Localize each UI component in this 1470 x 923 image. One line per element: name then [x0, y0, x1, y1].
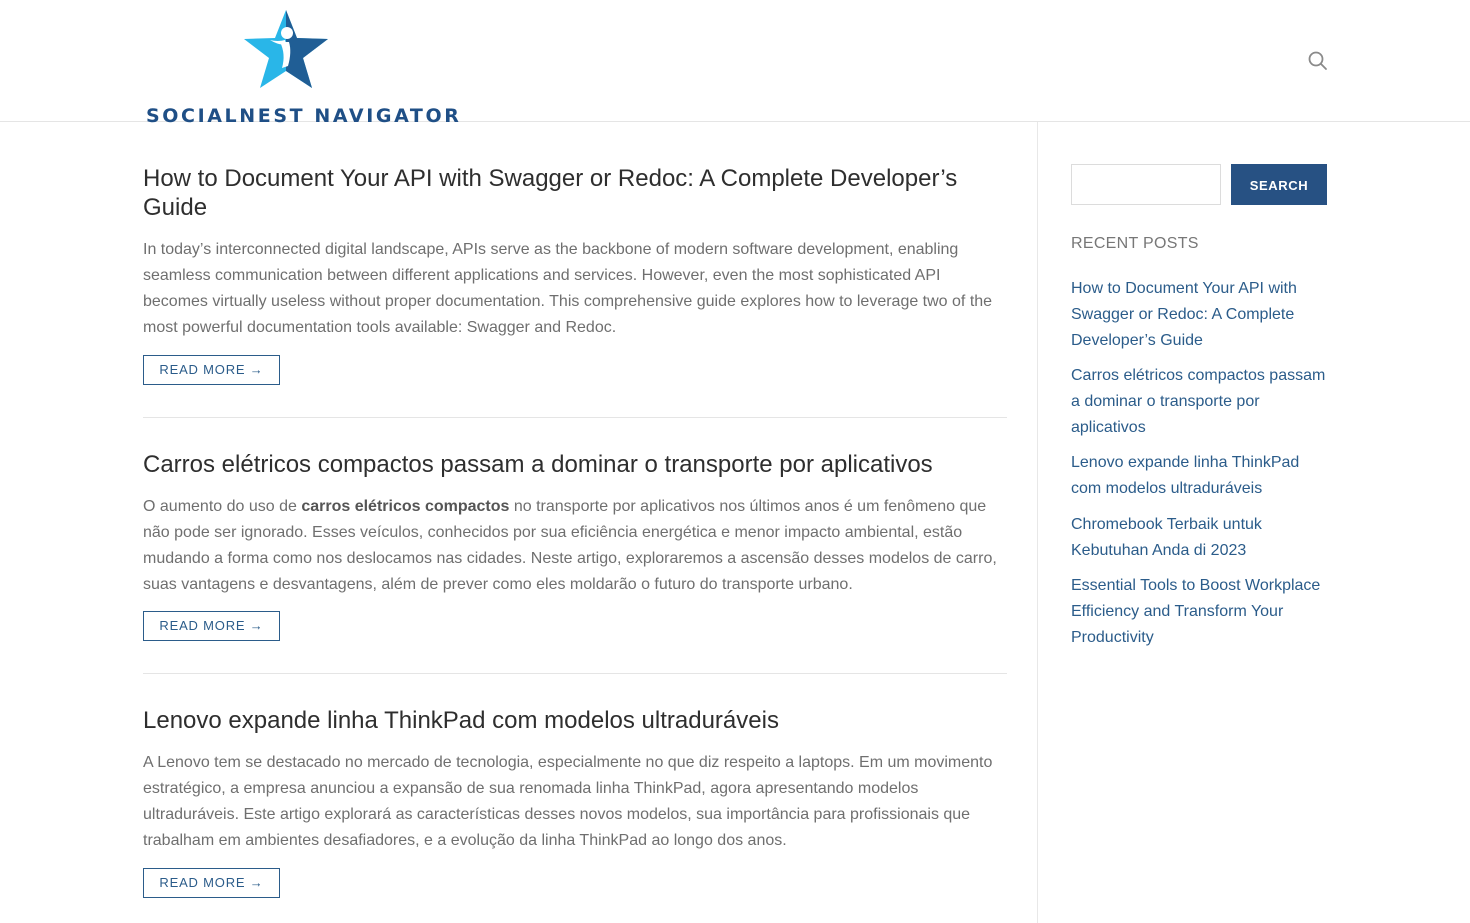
- post-title[interactable]: Carros elétricos compactos passam a dominar o transporte por aplicativos: [143, 451, 933, 478]
- recent-post-link[interactable]: How to Document Your API with Swagger or Redoc: A Complete Developer’s Guide: [1071, 280, 1297, 349]
- post-excerpt: O aumento do uso de carros elétricos compactos no transporte por aplicativos nos últimos anos é um fenômeno que não pode ser ignorado. Esses veículos, conhecidos por sua eficiência energética e menor impacto ambiental, estão mudando a forma como nos deslocamos nas cidades. Neste artigo, exploraremos a ascensão desses modelos de carro, suas vantagens e desvantagens, além de prever como eles moldarão o futuro do transporte urbano.: [143, 498, 997, 593]
- recent-post-link[interactable]: Lenovo expande linha ThinkPad com modelos ultraduráveis: [1071, 454, 1300, 497]
- site-logo[interactable]: [144, 6, 462, 127]
- sidebar-divider: [1037, 122, 1038, 923]
- read-more-button[interactable]: READ MORE →: [143, 868, 280, 898]
- post-card: [143, 450, 1007, 633]
- excerpt-highlight: carros elétricos compactos: [301, 498, 510, 515]
- search-button[interactable]: SEARCH: [1231, 164, 1327, 205]
- search-icon[interactable]: [1306, 49, 1330, 73]
- read-more-button[interactable]: READ MORE →: [143, 611, 280, 641]
- read-more-button[interactable]: READ MORE →: [143, 355, 280, 385]
- star-logo-icon: [242, 6, 330, 92]
- post-separator: [143, 673, 1007, 674]
- post-card: [143, 706, 1007, 890]
- post-card: [143, 164, 1007, 377]
- post-title[interactable]: How to Document Your API with Swagger or Redoc: A Complete Developer’s Guide: [143, 165, 958, 221]
- recent-post-link[interactable]: Chromebook Terbaik untuk Kebutuhan Anda di 2023: [1071, 516, 1262, 559]
- post-excerpt: A Lenovo tem se destacado no mercado de tecnologia, especialmente no que diz respeito a laptops. Em um movimento estratégico, a empresa anunciou a expansão de sua renomada linha ThinkPad, agora apresentando modelos ultraduráveis. Este artigo explorará as características desses novos modelos, sua importância para profissionais que trabalham em ambientes desafiadores, e a evolução da linha ThinkPad ao longo dos anos.: [143, 754, 993, 849]
- post-title[interactable]: Lenovo expande linha ThinkPad com modelos ultraduráveis: [143, 707, 779, 734]
- recent-post-link[interactable]: Essential Tools to Boost Workplace Efficiency and Transform Your Productivity: [1071, 577, 1321, 646]
- site-name: SOCIALNEST NAVIGATOR: [146, 105, 462, 127]
- recent-posts-title: RECENT POSTS: [1071, 235, 1199, 252]
- search-input[interactable]: [1071, 164, 1221, 205]
- site-header: [0, 0, 1470, 127]
- recent-post-link[interactable]: Carros elétricos compactos passam a dominar o transporte por aplicativos: [1071, 367, 1326, 436]
- post-separator: [143, 417, 1007, 418]
- post-excerpt: In today’s interconnected digital landscape, APIs serve as the backbone of modern software development, enabling seamless communication between different applications and services. However, even the most sophisticated API becomes virtually useless without proper documentation. This comprehensive guide explores how to leverage two of the most powerful documentation tools available: Swagger and Redoc.: [143, 241, 993, 336]
